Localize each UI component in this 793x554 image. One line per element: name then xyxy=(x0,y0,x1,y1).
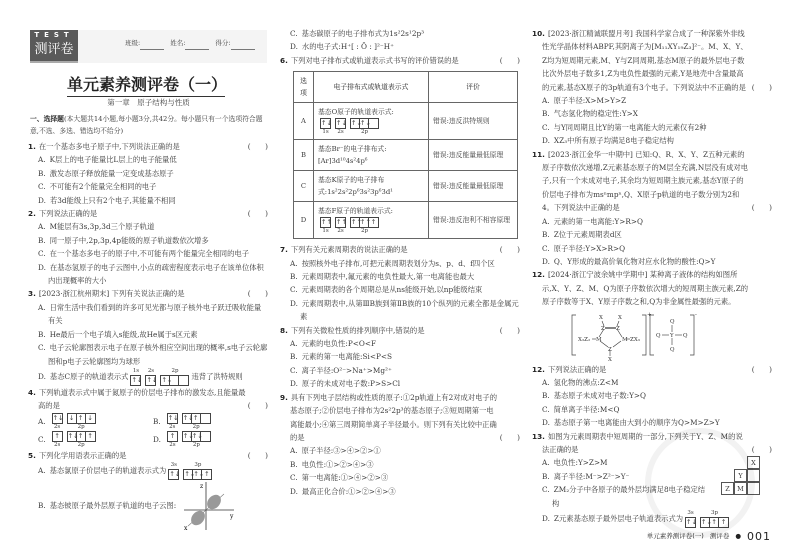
table-header: 电子排布式或轨道表示式 xyxy=(314,72,429,103)
answer-blank[interactable]: ( ) xyxy=(247,209,268,219)
svg-text:+: + xyxy=(647,311,652,318)
option-d: D. 水的电子式:H⁺[ : Ö : ]²⁻H⁺ xyxy=(290,42,394,52)
option-b: B. 气态氢化物的稳定性:Y>X xyxy=(542,109,638,119)
option-d: D. 最高正化合价:①>②>④>③ xyxy=(290,486,396,496)
svg-text:X₃Z₂: X₃Z₂ xyxy=(578,336,591,343)
question-stem: 4. 下列轨道表示式中属于氮原子的价层电子排布的激发态,且能量最高的是 ( ) xyxy=(28,386,268,413)
answer-blank[interactable]: ( ) xyxy=(751,364,772,374)
svg-text:Z: Z xyxy=(608,346,612,353)
option-a: A. 基态氯原子价层电子的轨道表示式为 3s ↑↓ 3p ↑↓ ↑↓ ↑ xyxy=(28,462,268,480)
orbital-box: ↑ xyxy=(54,431,60,440)
header-bar xyxy=(30,30,267,63)
orbital-box: ↑↓ xyxy=(146,375,158,384)
option-a: A. 原子半径:③>④>②>① xyxy=(290,446,381,456)
svg-text:X: X xyxy=(618,314,622,321)
table-cell: Z xyxy=(721,482,734,495)
p-orbital-cloud-figure xyxy=(176,480,236,532)
orbital-diagram: 1s ↑↓ 2s ↑↓ 2p ↑↓ ↑↓ xyxy=(320,118,379,136)
option-d: D. 元素周期表中,从第ⅢB族到第ⅡB族的10个纵列的元素全都是金属元素 xyxy=(290,298,519,322)
svg-text:X: X xyxy=(599,314,603,321)
evaluation-table xyxy=(293,71,518,239)
orbital-box: ↑↓ xyxy=(360,119,371,128)
orbital-box: ↑↓ xyxy=(184,470,196,479)
svg-text:Q: Q xyxy=(683,332,688,339)
svg-text:y: y xyxy=(230,513,234,521)
option-c: C. 在一个基态多电子的原子中,不可能有两个能量完全相同的电子 xyxy=(38,249,249,259)
question-stem: 12. 下列说法正确的是 ( ) xyxy=(532,363,772,376)
question-10 xyxy=(532,27,772,148)
orbital-box: ↑↓ xyxy=(321,119,332,128)
question-stem: 3. [2023·浙江杭州期末] 下列有关说法正确的是 ( ) xyxy=(28,287,268,300)
orbital-box: ↑ xyxy=(720,518,727,526)
question-stem: 5. 下列化学用语表示正确的是 ( ) xyxy=(28,449,268,462)
orbital-box: ↑ xyxy=(169,431,176,440)
orbital-box: ↑ xyxy=(77,414,86,423)
answer-blank[interactable]: ( ) xyxy=(499,432,520,442)
table-header: 选项 xyxy=(294,72,314,103)
option-c: C. 简单离子半径:M<Q xyxy=(542,404,620,414)
svg-text:Q: Q xyxy=(670,318,675,325)
option-a: A. 日常生活中我们看到的许多可见光都与原子核外电子跃迁吸收能量有关 xyxy=(38,302,262,326)
orbital-box: ↑↓ xyxy=(351,119,362,128)
orbital-box: ↑ xyxy=(192,414,201,423)
table-row: B 基态Br⁻的电子排布式:[Ar]3d¹⁰4s²4p⁶ 错误:违反能量最低原理 xyxy=(294,140,518,171)
orbital-box: ↑ xyxy=(204,470,210,479)
orbital-box: ↑↑ xyxy=(321,218,332,227)
option-c: C. ZM₂分子中各原子的最外层均满足8电子稳定结构 xyxy=(542,485,706,508)
question-2 xyxy=(28,207,268,287)
option-a: A. 氢化物的沸点:Z<M xyxy=(542,377,619,387)
ionic-liquid-structure-figure xyxy=(572,311,697,363)
orbital-box: ↑↓ xyxy=(182,413,194,422)
question-1 xyxy=(28,140,268,207)
orbital-box: ↑↓ xyxy=(701,518,712,526)
orbital-box: ↑↓ xyxy=(67,431,79,440)
question-stem: 6. 下列对电子排布式或轨道表示式书写的评价错误的是 ( ) xyxy=(280,54,520,67)
orbital-box: ↑↑ xyxy=(360,218,371,227)
orbital-box: ↑↓ xyxy=(161,375,173,384)
orbital-box: ↑↓ xyxy=(191,431,203,440)
orbital-diagram: 2s ↑ 2p ↑↓ ↑↓ xyxy=(167,431,211,449)
orbital-box xyxy=(201,432,210,441)
option-d: D. Z元素基态原子最外层电子轨道表示式为 3s ↑↓ 3p ↑↓ ↑ ↑ xyxy=(532,510,772,528)
answer-blank[interactable]: ( ) xyxy=(247,289,268,299)
svg-text:M: M xyxy=(596,336,602,343)
question-stem: 2. 下列说法正确的是 ( ) xyxy=(28,207,268,220)
option-d: D. 若3d能级上只有2个电子,其能量不相同 xyxy=(38,195,176,205)
option-c: C. 电子云轮廓图表示电子在原子核外相应空间出现的概率,s电子云轮廓图和p电子云轮廓图均为球形 xyxy=(38,343,268,366)
answer-blank[interactable]: ( ) xyxy=(247,401,268,411)
table-cell: M xyxy=(734,482,747,495)
option-b: B. 元素的第一电离能:Si<P<S xyxy=(290,352,392,362)
section-intro: 一、选择题(本大题共14小题,每小题3分,共42分。每小题只有一个选项符合题意,不选、多选、错选均不给分) xyxy=(30,115,263,135)
orbital-diagram: 2s ↑↓ 2p ↓ ↑ ↓ xyxy=(52,413,96,431)
orbital-box xyxy=(170,376,179,385)
orbital-box xyxy=(369,119,378,128)
question-stem: 9. 具有下列电子层结构或性质的原子:①2p轨道上有2对成对电子的基态原子;②价层电子排布为2s²2p³的基态原子;③短周期第一电离能最小;④第三周期简单离子半径最小。则下列有关比较中正确的是 ( ) xyxy=(280,391,520,445)
question-stem: 11. [2023·浙江金华一中期中] 已知:Q、R、X、Y、Z五种元素的原子序数依次递增,Z元素基态原子的M层全充满,N层没有成对电子,只有一个未成对电子,其余均为短周期主族元素,基态Y原子的价层电子排布为msⁿmpⁿ,Q、X原子p轨道的电子数分别为2和4。下列说法中正确的是 ( ) xyxy=(532,148,772,215)
question-stem: 7. 下列有关元素周期表的说法正确的是 ( ) xyxy=(280,243,520,256)
orbital-diagram: 2s ↑ 2p ↑↓ ↑ ↑ xyxy=(52,431,96,449)
question-5 xyxy=(280,27,520,54)
option-c: C. 2s ↑ 2p ↑↓ ↑ ↑ xyxy=(38,431,153,449)
option-d: D. Q、Y形成的最高价氧化物对应水化物的酸性:Q>Y xyxy=(542,256,716,266)
page-title: 单元素养测评卷（一） xyxy=(67,74,225,97)
question-6 xyxy=(280,54,520,239)
orbital-diagram: 3s ↑↓ 3p ↑↓ ↑↓ ↑ xyxy=(168,462,212,480)
option-d: D. 基态原子第一电离能由大到小的顺序为Q>M>Z>Y xyxy=(542,418,720,428)
student-fields xyxy=(125,37,255,50)
orbital-diagram: 1s ↑↓ 2s ↑↓ 2p ↑↓ xyxy=(130,368,189,386)
watermark-seal xyxy=(645,428,755,538)
option-b: B. 激发态原子释放能量一定变成基态原子 xyxy=(38,168,174,178)
orbital-box: ↑↓ xyxy=(52,413,64,422)
option-c: C. 第一电离能:①>④>②>③ xyxy=(290,473,389,483)
orbital-diagram: 2s ↑↓ 2p ↑↓ ↑ xyxy=(167,413,211,431)
answer-blank[interactable]: ( ) xyxy=(499,245,520,255)
question-stem: 12. [2024·浙江宁波余姚中学期中] 某种离子液体的结构如图所示,X、Y、Z、M、Q为原子序数依次增大的短周期主族元素,Z的原子序数等于X、Y原子序数之和,Q为非金属性最强的元素。 xyxy=(532,270,749,307)
option-c: C. 不可能有2个能量完全相同的电子 xyxy=(38,182,157,192)
column-left xyxy=(28,140,268,532)
question-stem: 8. 下列有关微粒性质的排列顺序中,错误的是 ( ) xyxy=(280,324,520,337)
orbital-box: ↑↓ xyxy=(686,518,697,526)
orbital-box: ↑↓ xyxy=(169,470,181,479)
option-c: C. 离子半径:O²⁻>Na⁺>Mg²⁺ xyxy=(290,365,392,375)
svg-text:x: x xyxy=(184,525,188,533)
option-d: D. 基态C原子的轨道表示式 1s ↑↓ 2s ↑↓ 2p ↑↓ 违背了洪特规则 xyxy=(38,367,243,384)
option-a: A. 电负性:Y>Z>M xyxy=(542,458,608,468)
option-b: B. 离子半径:M⁻>Z²⁻>Y⁻ xyxy=(542,471,630,481)
table-cell: Y xyxy=(734,469,747,482)
svg-text:Q: Q xyxy=(670,346,675,353)
answer-blank[interactable]: ( ) xyxy=(247,142,268,151)
question-stem: 1. 在一个基态多电子原子中,下列说法正确的是 ( ) xyxy=(28,140,268,153)
question-5 xyxy=(28,449,268,532)
table-row: C 基态K原子的电子排布式:1s²2s²2p⁶3s²3p⁶3d¹ 错误:违反能量最低原理 xyxy=(294,171,518,202)
answer-blank[interactable]: ( ) xyxy=(751,444,772,454)
table-row: A 基态O原子的轨道表示式: 1s ↑↓ 2s ↑↓ 2p ↑↓ ↑↓ 错误:违反洪特规则 xyxy=(294,103,518,140)
option-a: A. 元素的电负性:P<O<F xyxy=(290,339,377,349)
svg-text:Q: Q xyxy=(656,332,661,339)
option-c: C. 与Y同周期且比Y的第一电离能大的元素仅有2种 xyxy=(542,122,707,132)
class-field[interactable]: 班级: xyxy=(125,37,164,50)
option-d: D. XZ₃中所有原子均满足8电子稳定结构 xyxy=(542,136,674,146)
option-b: B. Z位于元素周期表d区 xyxy=(542,230,622,240)
question-stem: 13. 如图为元素周期表中短周期的一部分,下列关于Y、Z、M的说法正确的是 ( ) xyxy=(532,430,772,457)
orbital-diagram: 3s ↑↓ 3p ↑↓ ↑ ↑ xyxy=(685,510,729,528)
question-3 xyxy=(28,287,268,385)
orbital-box: ↑ xyxy=(87,431,93,440)
svg-text:Z: Z xyxy=(616,325,620,332)
question-stem: 10. [2023·浙江精诚联盟月考] 我国科学家合成了一种深紫外非线性光学晶体材料ABPF,其阴离子为[M₁₁XY₁₉Z₃]²⁻。M、X、Y、Z均为短周期元素,M、Y与Z同周期,基态M原子的最外层电子数比次外层电子数多1,Z为电负性最强的元素,Y是地壳中含量最高的元素,基态X原子的3p轨道有3个电子。下列说法中不正确的是 ( ) xyxy=(532,27,772,94)
svg-text:z: z xyxy=(200,483,204,491)
svg-text:M: M xyxy=(622,336,628,343)
option-a: A. M能层有3s,3p,3d三个原子轨道 xyxy=(38,222,155,232)
option-b: B. He最后一个电子填入s能级,故He属于s区元素 xyxy=(38,329,198,339)
svg-text:X: X xyxy=(608,356,612,363)
answer-blank[interactable]: ( ) xyxy=(247,450,268,460)
option-b: B. 元素周期表中,氟元素的电负性最大,第一电离能也最大 xyxy=(290,272,475,282)
orbital-box xyxy=(201,414,210,423)
option-a: A. 2s ↑↓ 2p ↓ ↑ ↓ xyxy=(38,413,153,431)
orbital-box xyxy=(179,376,188,385)
svg-text:Y: Y xyxy=(670,332,674,339)
option-b: B. 2s ↑↓ 2p ↑↓ ↑ xyxy=(153,413,268,431)
score-field[interactable]: 得分: xyxy=(215,37,254,50)
orbital-box: ↓ xyxy=(87,413,93,422)
svg-text:-: - xyxy=(695,311,697,318)
option-c: C. 元素周期表的各个周期总是从ns能级开始,以np能级结束 xyxy=(290,285,483,295)
table-cell: X xyxy=(747,456,760,469)
answer-blank[interactable]: ( ) xyxy=(499,325,520,335)
name-field[interactable]: 姓名: xyxy=(170,37,209,50)
answer-blank[interactable]: ( ) xyxy=(751,203,772,213)
answer-blank[interactable]: ( ) xyxy=(499,55,520,65)
orbital-box: ↑↓ xyxy=(193,470,205,479)
option-b: B. 基态铍原子最外层原子轨道的电子云图: z y x xyxy=(28,480,268,532)
orbital-box: ↑↓ xyxy=(336,119,347,128)
page-dot-icon: ● xyxy=(735,532,741,540)
table-row: D 基态F原子的轨道表示式: 1s ↑↑ 2s ↑↑ 2p ↑↑ ↑↑ ↑ 错误:违反泡利不相容原理 xyxy=(294,202,518,239)
orbital-box: ↑↑ xyxy=(336,218,347,227)
question-11 xyxy=(532,148,772,269)
orbital-box: ↑ xyxy=(370,218,377,227)
option-a: A. K层上的电子能量比L层上的电子能量低 xyxy=(38,155,177,165)
orbital-box: ↑↓ xyxy=(167,413,179,422)
answer-blank[interactable]: ( ) xyxy=(751,82,772,92)
table-header: 评价 xyxy=(429,72,518,103)
option-a: A. 原子半径:X>M>Y>Z xyxy=(542,96,627,106)
option-c: C. 基态碳原子的电子排布式为1s²2s¹2p³ xyxy=(290,29,425,38)
page-subtitle: 第一章 原子结构与性质 xyxy=(107,98,190,107)
option-d: D. 原子的未成对电子数:P>S>Cl xyxy=(290,379,401,389)
orbital-box: ↑↑ xyxy=(351,218,362,227)
question-12 xyxy=(532,268,772,429)
option-b: B. 电负性:①>②>④>③ xyxy=(290,459,374,469)
option-b: B. 基态原子未成对电子数:Y>Q xyxy=(542,391,647,401)
option-d: D. 在基态氢原子的电子云图中,小点的疏密程度表示电子在该单位体积内出现概率的大小 xyxy=(38,262,264,286)
orbital-box: ↑ xyxy=(710,518,719,527)
svg-text:Z: Z xyxy=(601,325,605,332)
question-4 xyxy=(28,386,268,449)
svg-text:ZX₃: ZX₃ xyxy=(630,336,640,343)
orbital-diagram: 1s ↑↑ 2s ↑↑ 2p ↑↑ ↑↑ ↑ xyxy=(320,217,379,235)
orbital-box: ↑ xyxy=(77,432,86,441)
question-8 xyxy=(280,324,520,391)
page-footer: 单元素养测评卷(一) 测评卷 ● 001 xyxy=(646,530,771,543)
option-d: D. 2s ↑ 2p ↑↓ ↑↓ xyxy=(153,431,268,449)
orbital-box: ↓ xyxy=(68,414,77,423)
orbital-box: ↑↓ xyxy=(182,431,194,440)
option-a: A. 按照核外电子排布,可把元素周期表划分为s、p、d、f四个区 xyxy=(290,258,495,268)
option-c: C. 原子半径:Y>X>R>Q xyxy=(542,243,626,253)
page-number: 001 xyxy=(747,530,771,543)
option-b: B. 同一原子中,2p,3p,4p能级的原子轨道数依次增多 xyxy=(38,235,209,245)
option-a: A. 元素的第一电离能:Y>R>Q xyxy=(542,216,643,226)
question-7 xyxy=(280,243,520,323)
test-logo: TEST 测评卷 xyxy=(30,30,78,63)
column-middle xyxy=(280,27,520,498)
question-9 xyxy=(280,391,520,498)
orbital-box: ↑↓ xyxy=(131,375,143,384)
